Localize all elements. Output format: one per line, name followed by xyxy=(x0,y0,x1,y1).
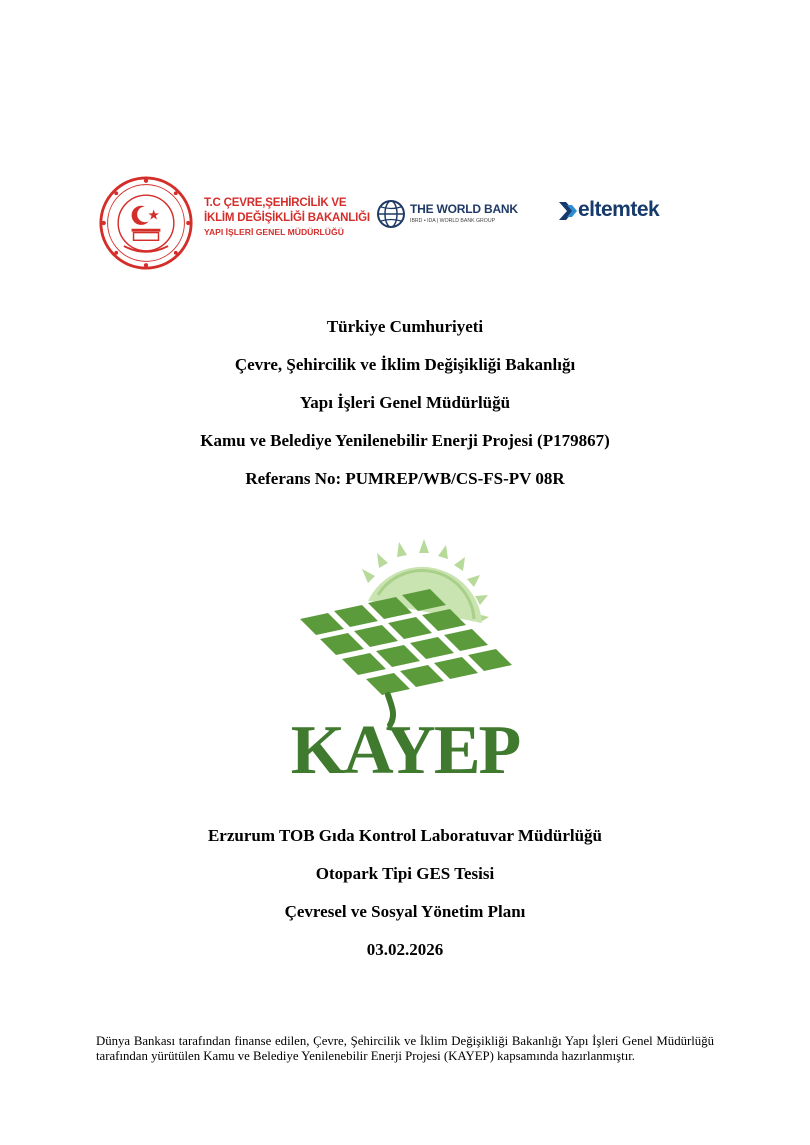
ministry-name xyxy=(204,196,370,239)
world-bank-subtitle: IBRD • IDA | WORLD BANK GROUP xyxy=(410,218,496,224)
directorate-title: Yapı İşleri Genel Müdürlüğü xyxy=(299,393,511,412)
globe-icon xyxy=(376,199,406,229)
project-title: Kamu ve Belediye Yenilenebilir Enerji Projesi (P179867) xyxy=(200,431,610,450)
subtitle-block xyxy=(0,817,810,969)
ministry-name-line2: İKLİM DEĞİŞİKLİĞİ BAKANLIĞI xyxy=(204,212,370,224)
world-bank-name: THE WORLD BANK xyxy=(410,202,518,216)
ministry-name-line1: T.C ÇEVRE,ŞEHİRCİLİK VE xyxy=(204,197,347,209)
kayep-logo xyxy=(270,535,540,783)
title-block xyxy=(0,308,810,498)
document-type: Çevresel ve Sosyal Yönetim Planı xyxy=(284,902,526,921)
kayep-logo-text: KAYEP xyxy=(290,712,520,783)
eltemtek-logo xyxy=(558,199,698,225)
facility-type: Otopark Tipi GES Tesisi xyxy=(315,864,495,883)
footnote: Dünya Bankası tarafından finanse edilen, Çevre, Şehircilik ve İklim Değişikliği Bakanlığı Yapı İşleri Genel Müdürlüğü tarafından yürütülen Kamu ve Belediye Yenilenebilir Enerji Projesi (KAYEP) kapsamında hazırlanmıştır. xyxy=(96,1034,714,1063)
country-name: Türkiye Cumhuriyeti xyxy=(326,317,484,336)
world-bank-logo xyxy=(376,199,526,231)
solar-panel-sun-icon xyxy=(270,535,540,783)
ministry-logo xyxy=(96,155,370,285)
facility-name: Erzurum TOB Gıda Kontrol Laboratuvar Müdürlüğü xyxy=(207,826,603,845)
ministry-title: Çevre, Şehircilik ve İklim Değişikliği Bakanlığı xyxy=(234,355,576,374)
ministry-seal-icon xyxy=(98,175,194,271)
ministry-name-line3: YAPI İŞLERİ GENEL MÜDÜRLÜĞÜ xyxy=(204,227,344,237)
reference-number: Referans No: PUMREP/WB/CS-FS-PV 08R xyxy=(245,469,565,488)
document-date: 03.02.2026 xyxy=(366,940,444,959)
header-logos xyxy=(96,155,706,285)
eltemtek-name: eltemtek xyxy=(578,198,660,221)
